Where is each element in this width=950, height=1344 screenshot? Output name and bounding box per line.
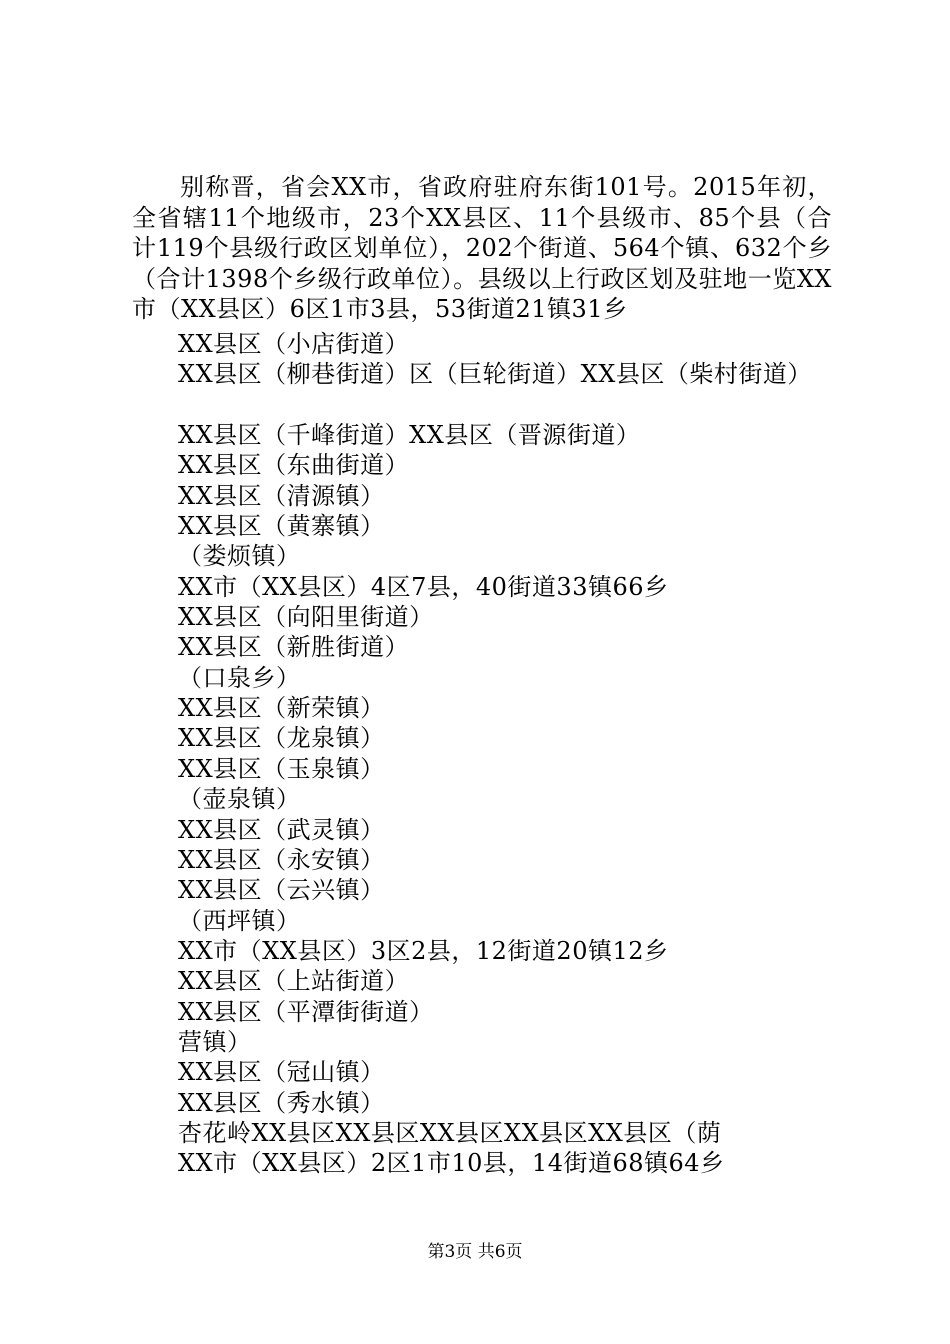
- list-line: XX县区（小店街道）: [178, 330, 410, 358]
- list-line: XX市（XX县区）4区7县，40街道33镇66乡: [178, 572, 669, 601]
- list-line: XX县区（新荣镇）: [178, 694, 385, 723]
- list-line: XX县区（东曲街道）: [178, 451, 410, 480]
- list-line: XX县区（平潭街街道）: [178, 997, 434, 1026]
- list-line: XX县区（柳巷街道）区（巨轮街道）XX县区（柴村街道）: [178, 360, 812, 389]
- list-line: XX县区（千峰街道）XX县区（晋源街道）: [178, 421, 641, 450]
- list-line: （西坪镇）: [178, 906, 301, 935]
- list-line: XX县区（清源镇）: [178, 481, 385, 510]
- list-line: 杏花岭XX县区XX县区XX县区XX县区XX县区（荫: [178, 1118, 722, 1147]
- list-line: （娄烦镇）: [178, 542, 301, 571]
- list-line: XX县区（武灵镇）: [178, 815, 385, 844]
- list-line: XX县区（玉泉镇）: [178, 754, 385, 783]
- list-line: （口泉乡）: [178, 663, 301, 692]
- list-line: XX县区（龙泉镇）: [178, 724, 385, 753]
- list-line: XX县区（秀水镇）: [178, 1088, 385, 1117]
- list-line: XX县区（向阳里街道）: [178, 603, 434, 632]
- list-line: XX市（XX县区）3区2县，12街道20镇12乡: [178, 936, 669, 965]
- list-line: （壶泉镇）: [178, 785, 301, 814]
- list-line: XX县区（黄寨镇）: [178, 512, 385, 541]
- list-line: XX县区（云兴镇）: [178, 876, 385, 905]
- division-list: [178, 329, 878, 1179]
- page-footer: 第3页 共6页: [427, 1242, 523, 1262]
- list-line: XX市（XX县区）2区1市10县，14街道68镇64乡: [178, 1149, 725, 1178]
- list-line: XX县区（上站街道）: [178, 967, 410, 996]
- list-line: XX县区（永安镇）: [178, 845, 385, 874]
- list-line: XX县区（新胜街道）: [178, 633, 410, 662]
- intro-paragraph: 别称晋，省会XX市，省政府驻府东街101号。2015年初，全省辖11个地级市，23个XX县区、11个县级市、85个县（合计119个县级行政区划单位），202个街道、564个镇、632个乡（合计1398个乡级行政单位）。县级以上行政区划及驻地一览XX市（XX县区）6区1市3县，53街道21镇31乡: [132, 173, 832, 323]
- blank-line: [178, 390, 878, 420]
- list-line: 营镇）: [178, 1027, 252, 1056]
- list-line: XX县区（冠山镇）: [178, 1058, 385, 1087]
